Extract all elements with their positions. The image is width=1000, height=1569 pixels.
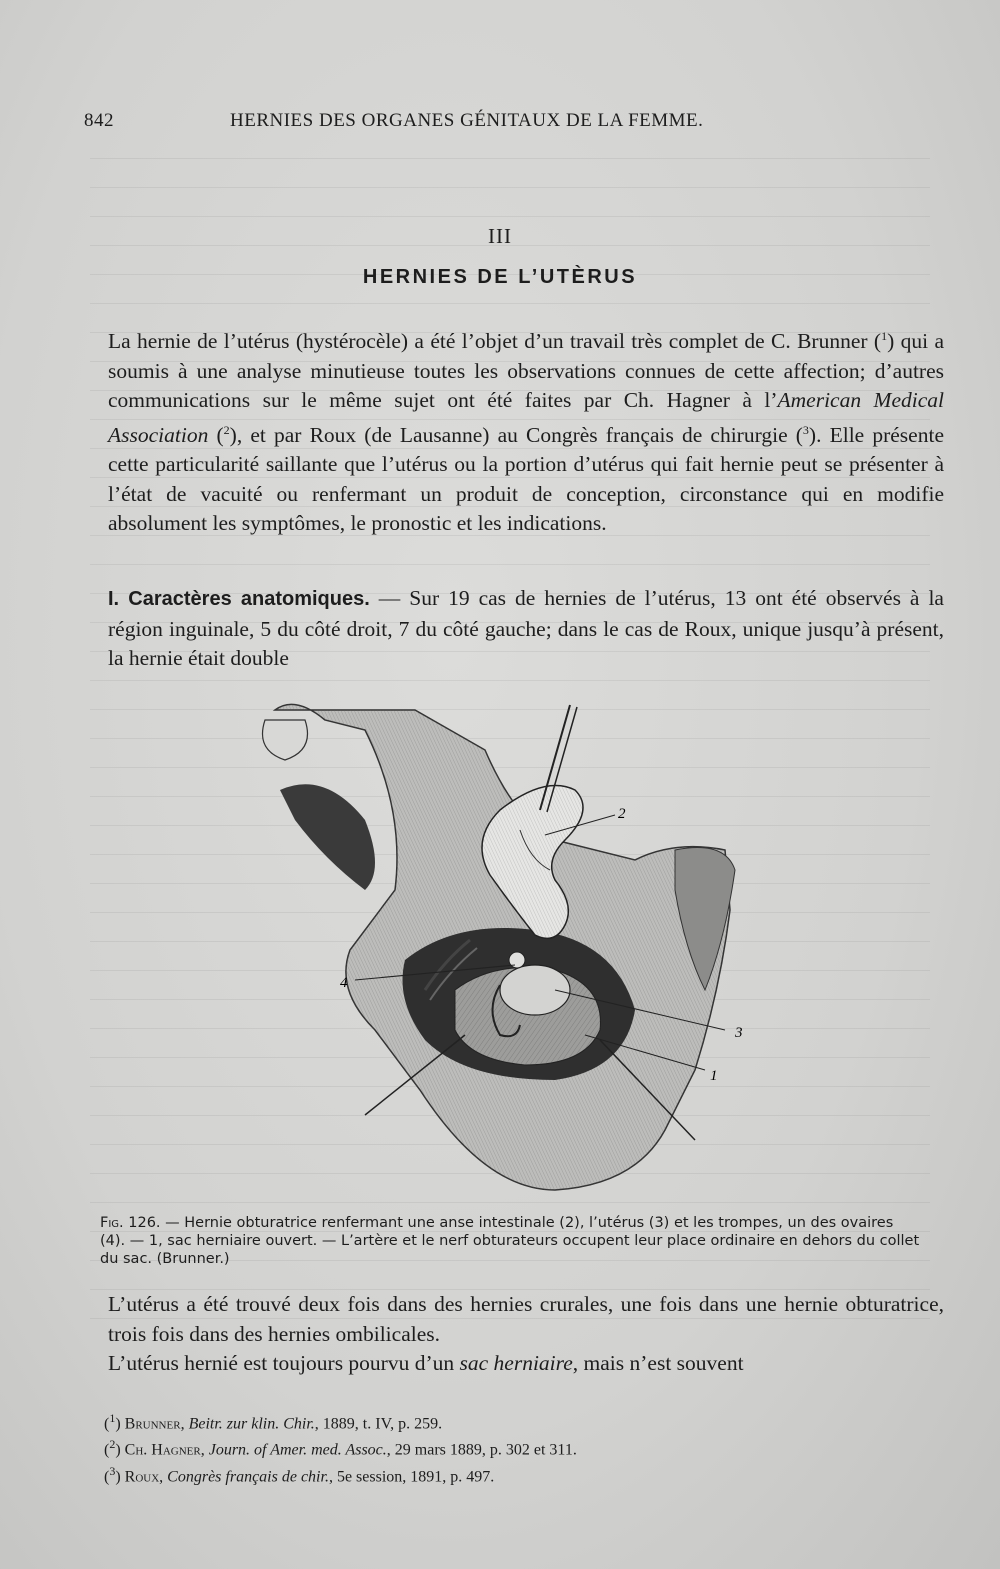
- intro-italic: American Medical Association: [108, 388, 945, 447]
- footnote-author: Ch. Hagner: [124, 1441, 201, 1459]
- footnote-mark: 3: [109, 1463, 116, 1478]
- para3-text-1: L’utérus hernié est toujours pourvu d’un: [108, 1351, 460, 1375]
- running-head: HERNIES DES ORGANES GÉNITAUX DE LA FEMME.: [230, 110, 704, 131]
- intro-text-2: ) qui a soumis à une analyse minutieuse toutes les observations connues de cette affection; d’autres communications sur le même sujet ont été faites par Ch. Hagner à l’: [108, 329, 944, 413]
- footnote-rest: , 1889, t. IV, p. 259.: [314, 1415, 443, 1433]
- figure-label-4: 4: [340, 975, 348, 991]
- footnote-mark: 2: [109, 1437, 116, 1452]
- figure-label-3: 3: [735, 1025, 743, 1041]
- footnote-ref-3: 3: [802, 422, 809, 437]
- intro-text-4: ), et par Roux (de Lausanne) au Congrès français de chirurgie (: [229, 422, 803, 447]
- footnote-title: Congrès français de chir.: [167, 1467, 329, 1485]
- footnote-title: Beitr. zur klin. Chir.: [188, 1415, 315, 1433]
- figure-number: Fig. 126.: [100, 1215, 161, 1231]
- hernia-engraving: [255, 690, 775, 1200]
- intro-text-1: La hernie de l’utérus (hystérocèle) a été l’objet d’un travail très complet de C. Brunner (: [108, 329, 882, 354]
- figure-caption: [100, 1214, 920, 1268]
- footnote-ref-2: 2: [223, 422, 230, 437]
- para3-text-2: , mais n’est souvent: [572, 1351, 744, 1375]
- footnote-rest: , 5e session, 1891, p. 497.: [328, 1467, 495, 1485]
- footnote-3: ($^3$) Roux, Congrès français de chir., 5e session, 1891, p. 497.: [104, 1463, 495, 1485]
- page-header: [84, 110, 804, 140]
- footnote-title: Journ. of Amer. med. Assoc.: [208, 1441, 387, 1459]
- footnote-2: ($^2$) Ch. Hagner, Journ. of Amer. med. Assoc., 29 mars 1889, p. 302 et 311.: [104, 1437, 577, 1459]
- footnote-author: Roux: [124, 1467, 160, 1485]
- anatomical-illustration: [255, 690, 775, 1200]
- section-one-paragraph: [84, 584, 944, 674]
- intro-text-3: (: [208, 422, 224, 447]
- para3-italic: sac herniaire: [459, 1351, 573, 1375]
- paragraph-crurales: L’utérus a été trouvé deux fois dans des hernies crurales, une fois dans une hernie obturatrice, trois fois dans des hernies ombilicales.: [108, 1292, 944, 1346]
- section-number: III: [488, 224, 512, 248]
- figure-label-1: 1: [710, 1068, 718, 1084]
- page-number: 842: [84, 110, 114, 131]
- footnotes: [104, 1408, 904, 1487]
- paragraph-sac: [84, 1349, 944, 1379]
- section-one-text: — Sur 19 cas de hernies de l’utérus, 13 ont été observés à la région inguinale, 5 du côté droit, 7 du côté gauche; dans le cas de Roux, unique jusqu’à présent, la hernie était double: [108, 586, 944, 670]
- footnote-rest: , 29 mars 1889, p. 302 et 311.: [386, 1441, 577, 1459]
- figure-label-2: 2: [618, 806, 626, 822]
- caption-text: — Hernie obturatrice renfermant une anse intestinale (2), l’utérus (3) et les trompes, un des ovaires (4). — 1, sac herniaire ouvert. — L’artère et le nerf obturateurs occupent leur place ordinaire en dehors du collet du sac. (Brunner.): [100, 1215, 920, 1267]
- footnote-ref-1: 1: [881, 329, 888, 343]
- section-title: HERNIES DE L’UTÈRUS: [362, 266, 638, 288]
- footnote-mark: 1: [109, 1411, 116, 1425]
- footnote-1: ($^1$) Brunner, Beitr. zur klin. Chir., 1889, t. IV, p. 259.: [104, 1411, 443, 1433]
- intro-text-5: ). Elle présente cette particularité saillante que l’utérus ou la portion d’utérus qui fait hernie peut se présenter à l’état de vacuité ou renfermant un produit de conception, circonstance qui en modifie absolument les symptômes, le pronostic et les indications.: [108, 422, 944, 536]
- footnote-author: Brunner: [124, 1415, 181, 1433]
- intro-paragraph: [84, 322, 944, 539]
- section-one-heading: I. Caractères anatomiques.: [108, 588, 370, 610]
